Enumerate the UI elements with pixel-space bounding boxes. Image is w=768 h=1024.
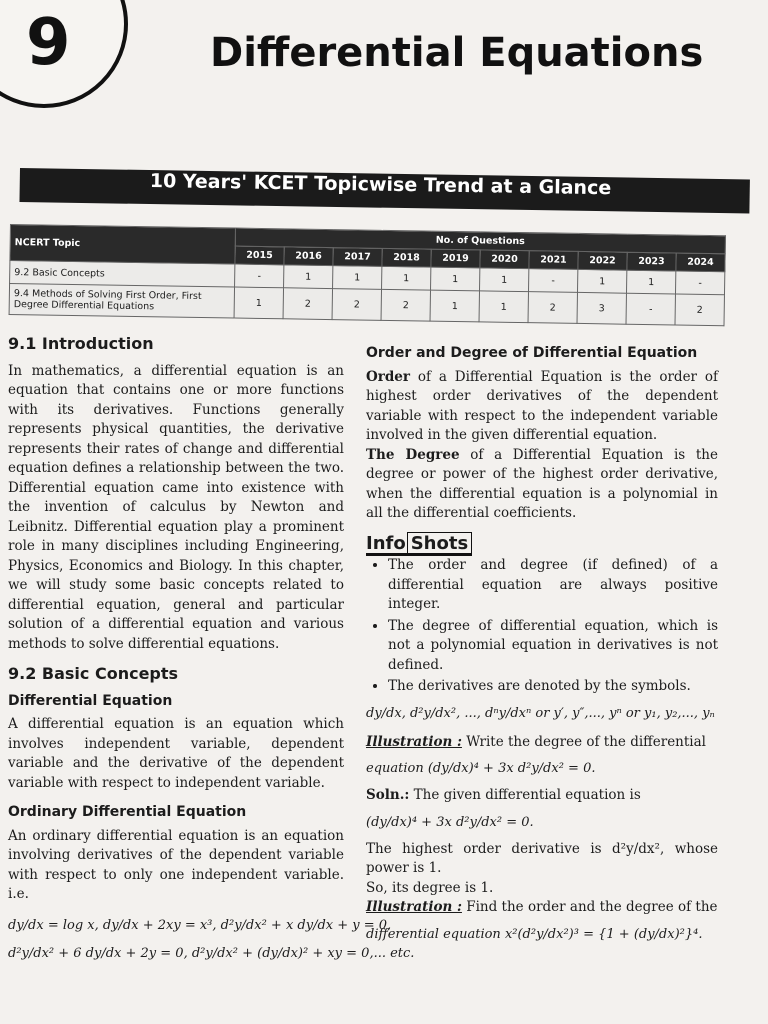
ode-example: dy/dx = log x, dy/dx + 2xy = x³, d²y/dx² + x dy/dx + y = 0, (8, 917, 392, 933)
count-cell: 2 (332, 289, 381, 321)
year-header: 2023 (627, 252, 676, 271)
solution-equation: (dy/dx)⁴ + 3x d²y/dx² = 0. (366, 814, 534, 830)
count-cell: - (675, 271, 724, 295)
derivative-symbols: dy/dx, d²y/dx², ..., dⁿy/dxⁿ or y′, y″,..., yⁿ or y₁, y₂,..., yₙ (366, 705, 715, 721)
count-cell: 2 (528, 292, 577, 324)
count-cell: 1 (284, 265, 333, 289)
order-definition (366, 368, 718, 446)
illustration-equation: equation (dy/dx)⁴ + 3x d²y/dx² = 0. (366, 761, 596, 776)
infoshots-shots: Shots (407, 532, 472, 555)
infoshots-logo (366, 534, 472, 557)
illustration-text: Find the order and the degree of the (461, 899, 718, 915)
count-cell: 2 (381, 289, 430, 321)
degree-text: of a Differential Equation is the degree or power of the highest order derivative, when the differential equation is a polynomial in all the differential coefficients. (366, 446, 718, 521)
illustration-2 (366, 898, 718, 918)
ode-paragraph: An ordinary differential equation is an equation involving derivatives of the dependent variable with respect to only one independent variable. i.e. (8, 827, 344, 902)
questions-header: No. of Questions (235, 228, 725, 254)
chapter-title: Differential Equations (210, 30, 704, 76)
count-cell: 1 (333, 266, 382, 290)
order-lead: Order (366, 368, 411, 385)
infoshots-info: Info (366, 532, 406, 554)
illustration-label: Illustration : (366, 899, 462, 915)
year-header: 2019 (431, 249, 480, 268)
trend-title: 10 Years' KCET Topicwise Trend at a Glance (149, 170, 612, 200)
ode-heading: Ordinary Differential Equation (8, 804, 247, 820)
illustration-1 (366, 733, 718, 753)
solution-label: Soln.: (366, 787, 410, 803)
count-cell: 1 (431, 267, 480, 291)
order-degree-heading: Order and Degree of Differential Equation (366, 345, 698, 361)
count-cell: 1 (480, 268, 529, 292)
topic-cell: 9.4 Methods of Solving First Order, First Degree Differential Equations (9, 284, 234, 319)
list-item: • The degree of differential equation, which is not a polynomial equation in derivatives is not defined. (388, 617, 718, 676)
count-cell: 3 (577, 292, 626, 324)
chapter-number: 9 (26, 6, 71, 80)
count-cell: 1 (382, 266, 431, 290)
highest-order-line: The highest order derivative is d²y/dx², whose power is 1. (366, 840, 718, 876)
list-item: • The derivatives are denoted by the symbols. (388, 677, 718, 697)
count-cell: 1 (234, 287, 283, 319)
order-text: of a Differential Equation is the order of highest order derivatives of the dependent variable with respect to the independent variable involved in the given differential equation. (366, 368, 718, 443)
infoshots-box (366, 534, 718, 725)
topic-cell: 9.2 Basic Concepts (10, 261, 235, 288)
year-header: 2017 (333, 248, 382, 267)
count-cell: 1 (479, 291, 528, 323)
de-paragraph: A differential equation is an equation which involves independent variable, dependent variable and the derivative of the dependent variable with respect to independent variable. (8, 716, 344, 791)
count-cell: 2 (283, 288, 332, 320)
count-cell: - (529, 269, 578, 293)
intro-heading: 9.1 Introduction (8, 334, 154, 353)
infoshots-list (366, 556, 718, 697)
illustration-text: Write the degree of the differential (461, 733, 706, 750)
year-header: 2022 (578, 251, 627, 270)
basic-concepts-heading: 9.2 Basic Concepts (8, 664, 179, 683)
year-header: 2024 (676, 253, 725, 272)
list-item: • The order and degree (if defined) of a differential equation are always positive integer. (388, 556, 718, 615)
degree-result: So, its degree is 1. (366, 879, 494, 896)
de-heading: Differential Equation (8, 692, 173, 709)
topic-header: NCERT Topic (10, 225, 236, 265)
solution (366, 786, 718, 806)
solution-text: The given differential equation is (409, 787, 641, 803)
illustration-label: Illustration : (366, 733, 462, 750)
count-cell: 2 (675, 294, 724, 326)
year-header: 2021 (529, 251, 578, 270)
count-cell: 1 (430, 290, 479, 322)
year-header: 2016 (284, 247, 333, 266)
year-header: 2015 (235, 246, 284, 265)
count-cell: 1 (626, 270, 675, 294)
degree-definition (366, 446, 718, 524)
intro-paragraph: In mathematics, a differential equation is an equation that contains one or more functions with its derivatives. Functions generally represents physical quantities, the derivative represents their rates of change and differential equation defines a relationship between the two. Differential equation came into existence with the invention of calculus by Newton and Leibnitz. Differential equation play a prominent role in many disciplines including Engineering, Physics, Economics and Biology. In this chapter, we will study some basic concepts related to differential equation, general and particular solution of a differential equation and various methods to solve differential equations. (8, 362, 344, 652)
degree-lead: The Degree (366, 446, 460, 463)
count-cell: 1 (577, 269, 626, 293)
year-header: 2018 (382, 248, 431, 267)
count-cell: - (626, 293, 675, 325)
year-header: 2020 (480, 250, 529, 269)
ode-example: d²y/dx² + 6 dy/dx + 2y = 0, d²y/dx² + (dy/dx)² + xy = 0,... etc. (8, 945, 415, 961)
illustration-equation: differential equation x²(d²y/dx²)³ = {1 + (dy/dx)²}⁴. (366, 926, 703, 942)
count-cell: - (235, 264, 284, 288)
trend-table (9, 224, 726, 326)
right-column (366, 344, 718, 952)
